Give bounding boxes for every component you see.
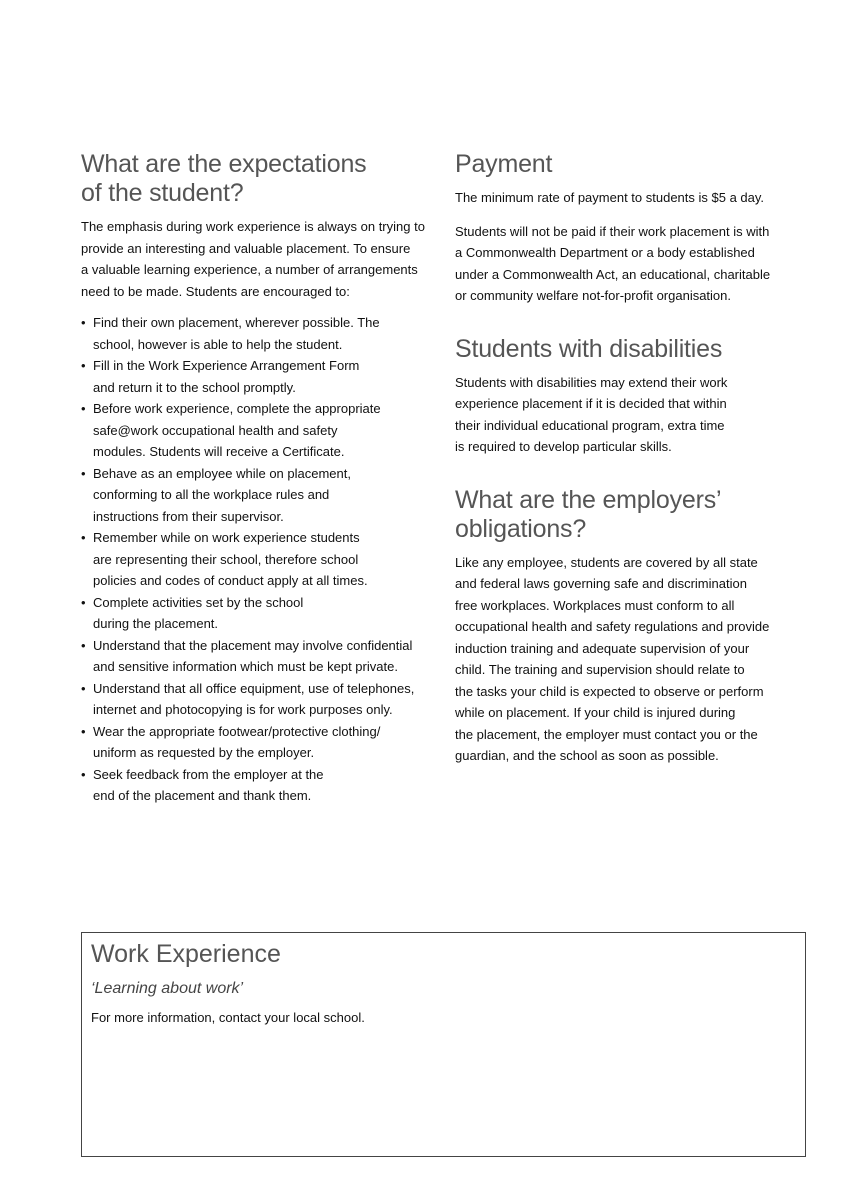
disabilities-section [455,335,800,458]
list-item: • Fill in the Work Experience Arrangement Form and return it to the school promptly. [81,355,441,398]
employers-text: Like any employee, students are covered by all state and federal laws governing safe and discrimination free workplaces. Workplaces must conform to all occupational health and safety regulations and provide induction training and adequate supervision of your child. The training and supervision should relate to the tasks your child is expected to observe or perform while on placement. If your child is injured during the placement, the employer must contact you or the guardian, and the school as soon as possible. [455,554,770,763]
list-item: • Find their own placement, wherever possible. The school, however is able to help the student. [81,312,441,355]
footer-subtitle: ‘Learning about work’ [91,980,244,997]
list-item: • Understand that the placement may involve confidential and sensitive information which must be kept private. [81,635,441,678]
disabilities-heading: Students with disabilities [455,334,723,363]
disabilities-text: Students with disabilities may extend their work experience placement if it is decided that within their individual educational program, extra time is required to develop particular skills. [455,374,728,454]
list-item: • Before work experience, complete the appropriate safe@work occupational health and safety modules. Students will receive a Certificate. [81,398,441,463]
list-item: • Behave as an employee while on placement, conforming to all the workplace rules and instructions from their supervisor. [81,463,441,528]
footer-contact-text: For more information, contact your local school. [91,1010,365,1025]
payment-rate-text: The minimum rate of payment to students is $5 a day. [455,190,765,205]
footer-title: Work Experience [91,940,281,968]
list-item: • Seek feedback from the employer at the end of the placement and thank them. [81,764,441,807]
footer-box [81,932,806,1157]
list-item: • Understand that all office equipment, use of telephones, internet and photocopying is for work purposes only. [81,678,441,721]
list-item: • Wear the appropriate footwear/protective clothing/ uniform as requested by the employer. [81,721,441,764]
student-expectations-column [81,150,441,807]
right-column [455,150,800,795]
employers-heading: What are the employers’ obligations? [455,485,722,543]
employers-section [455,486,800,767]
payment-heading: Payment [455,150,553,178]
student-expectations-list [81,312,441,807]
payment-section [455,150,800,307]
student-expectations-intro: The emphasis during work experience is always on trying to provide an interesting and valuable placement. To ensure a valuable learning experience, a number of arrangements need to be made. Students are encouraged to: [81,219,425,299]
list-item: • Complete activities set by the school during the placement. [81,592,441,635]
student-expectations-heading: What are the expectations of the student? [81,150,367,207]
payment-exclusion-text: Students will not be paid if their work placement is with a Commonwealth Department or a body established under a Commonwealth Act, an educational, charitable or community welfare not-for-profit organisation. [455,223,771,303]
list-item: • Remember while on work experience students are representing their school, therefore school policies and codes of conduct apply at all times. [81,527,441,592]
